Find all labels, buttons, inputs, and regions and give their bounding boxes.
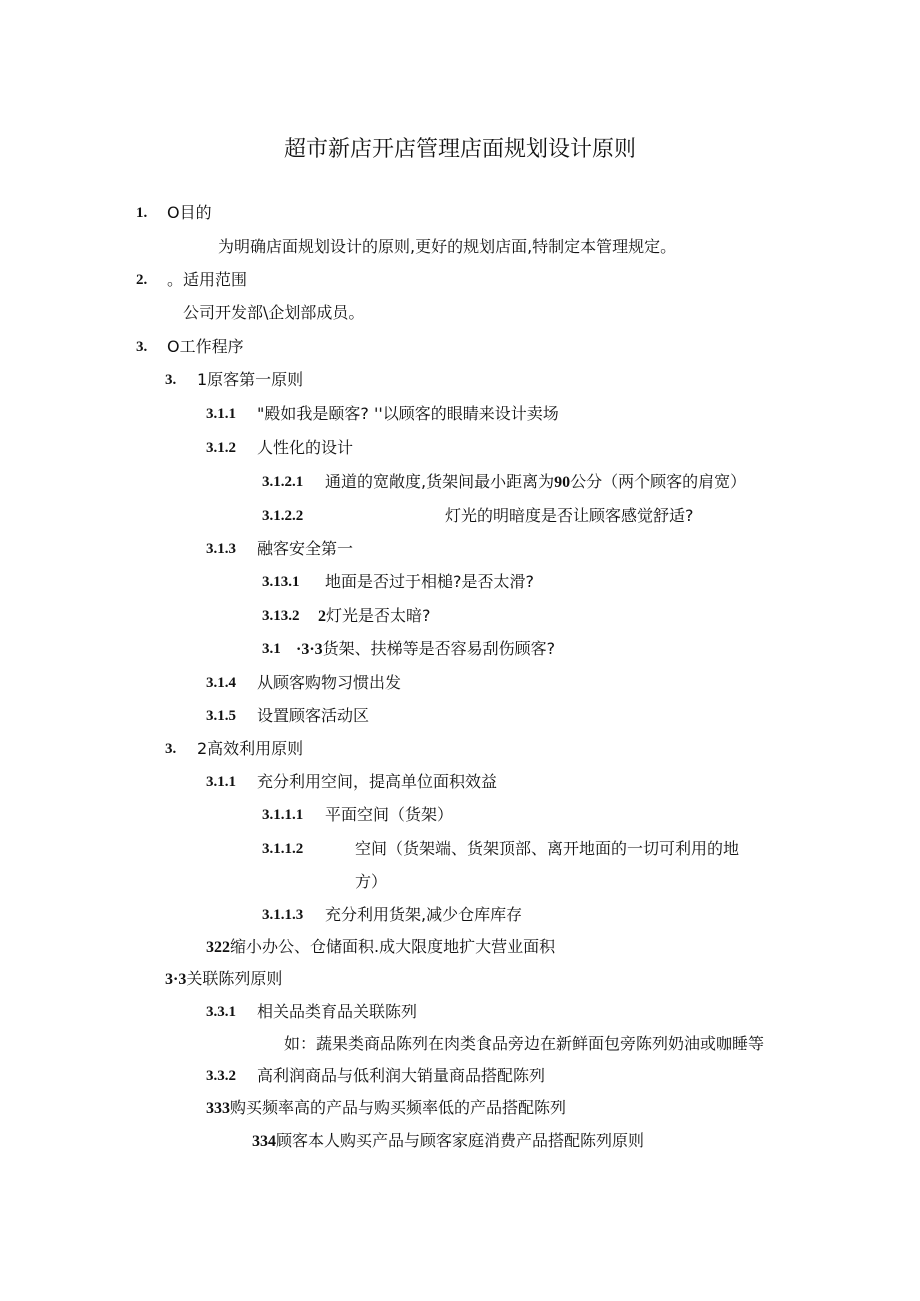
section-2-number: 2.: [136, 272, 148, 288]
item-number: 3.1.1.3: [262, 907, 304, 923]
item-text: [206, 937, 555, 958]
section-3-heading: O工作程序: [167, 337, 244, 356]
item-number: 3.1.1: [206, 774, 236, 790]
item-text: [252, 1131, 644, 1152]
item-text: 人性化的设计: [257, 438, 354, 457]
item-text: 从顾客购物习惯出发: [257, 673, 402, 692]
item-text: 高利润商品与低利润大销量商品搭配陈列: [257, 1066, 546, 1085]
item-number: 334: [252, 1133, 276, 1150]
item-number: 3.1.2: [206, 440, 236, 456]
item-number: 3·3: [165, 971, 187, 988]
item-text-part: 缩小办公、仓储面积.成大限度地扩大营业面积: [230, 937, 556, 956]
item-text-part: 购买频率高的产品与购买频率低的产品搭配陈列: [230, 1098, 567, 1117]
section-1-heading: O目的: [167, 203, 212, 222]
item-number: 3.1.3: [206, 541, 236, 557]
item-text-number: ·3·3: [296, 641, 323, 658]
item-number: 333: [206, 1100, 230, 1117]
item-text-part: 灯光是否太暗?: [326, 606, 431, 625]
item-number: 3.1.4: [206, 675, 236, 691]
item-text: 地面是否过于相槌?是否太滑?: [325, 572, 534, 591]
item-example: 如：蔬果类商品陈列在肉类食品旁边在新鲜面包旁陈列奶油或咖睡等: [284, 1034, 765, 1053]
item-text: 融客安全第一: [257, 539, 354, 558]
item-number: 3.1: [262, 641, 281, 657]
item-number: 3.13.2: [262, 608, 300, 624]
item-number: 3.1.1.1: [262, 807, 304, 823]
item-number: 3.1.1.2: [262, 841, 304, 857]
section-1-number: 1.: [136, 205, 148, 221]
item-text-part: 通道的宽敞度,货架间最小距离为: [325, 472, 555, 491]
item-text: [206, 1098, 566, 1119]
section-1-body: 为明确店面规划设计的原则,更好的规划店面,特制定本管理规定。: [218, 237, 677, 256]
item-number: 3.1.2.1: [262, 474, 304, 490]
item-text: [318, 606, 431, 627]
item-text-continued: 方）: [355, 872, 388, 891]
item-text-part: 公分（两个顾客的肩宽）: [570, 472, 747, 491]
item-text: [325, 472, 746, 493]
item-text-part: 顾客本人购买产品与顾客家庭消费产品搭配陈列原则: [276, 1131, 645, 1150]
item-text: 1原客第一原则: [197, 370, 304, 389]
item-text: 充分利用货架,减少仓库库存: [325, 905, 523, 924]
item-text-part: 关联陈列原则: [186, 969, 283, 988]
item-text-number: 2: [318, 608, 326, 625]
item-text: "殿如我是颐客? ''以顾客的眼睛来设计卖场: [257, 404, 559, 423]
section-3-number: 3.: [136, 339, 148, 355]
item-text: 充分利用空间，提高单位面积效益: [257, 772, 498, 791]
item-text: 2高效利用原则: [197, 739, 304, 758]
item-text: [296, 639, 555, 660]
item-number: 3.1.5: [206, 708, 236, 724]
section-2-heading: 。适用范围: [167, 270, 248, 289]
item-number: 3.1.1: [206, 406, 236, 422]
item-number: 3.: [165, 741, 177, 757]
page-title: 超市新店开店管理店面规划设计原则: [283, 137, 636, 162]
item-text: 相关品类育品关联陈列: [257, 1002, 418, 1021]
item-number: 3.3.1: [206, 1004, 236, 1020]
item-text: 空间（货架端、货架顶部、离开地面的一切可利用的地: [355, 839, 740, 858]
item-number: 3.1.2.2: [262, 508, 304, 524]
item-text: [165, 969, 282, 990]
item-number: 3.13.1: [262, 574, 300, 590]
item-number: 322: [206, 939, 230, 956]
section-2-body: 公司开发部\企划部成员。: [183, 303, 365, 322]
item-number: 3.3.2: [206, 1068, 236, 1084]
item-text: 灯光的明暗度是否让顾客感觉舒适?: [445, 506, 694, 525]
item-text-part: 货架、扶梯等是否容易刮伤顾客?: [322, 639, 556, 658]
item-text: 平面空间（货架）: [325, 805, 454, 824]
item-text-number: 90: [554, 474, 571, 491]
item-number: 3.: [165, 372, 177, 388]
item-text: 设置顾客活动区: [257, 706, 370, 725]
